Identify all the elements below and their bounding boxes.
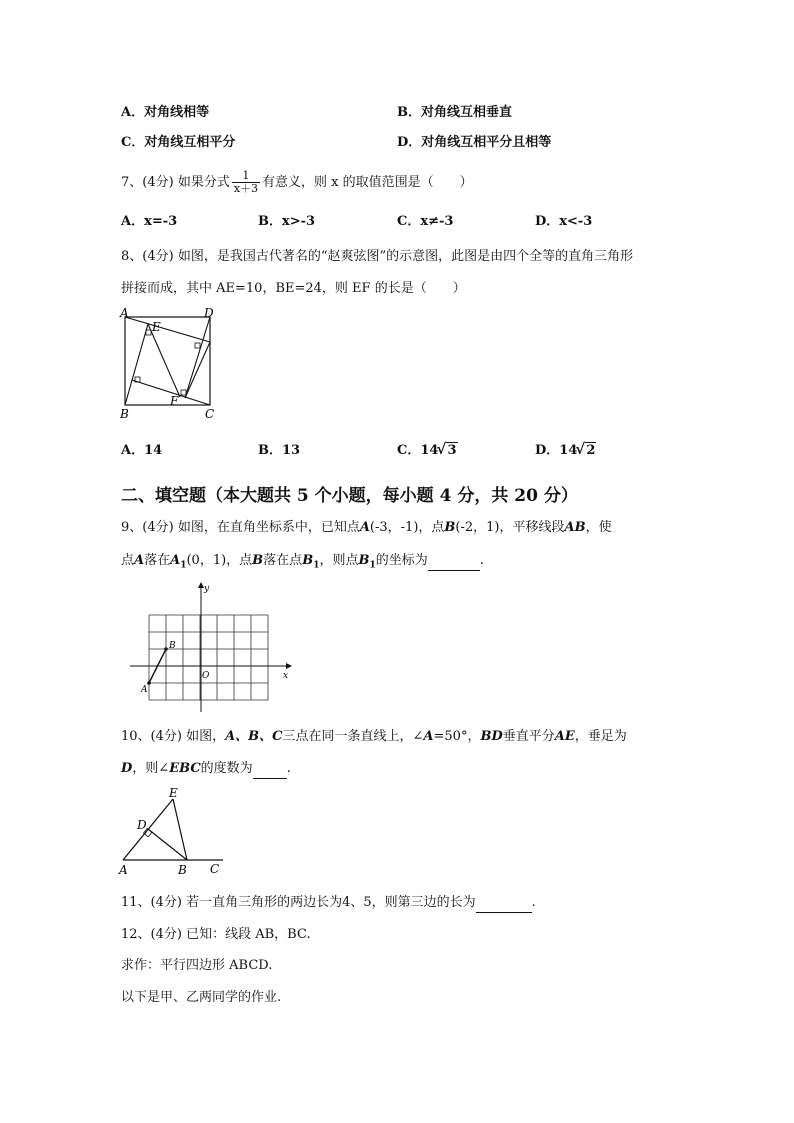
right-angle-mark-e [146,330,151,335]
q7-stem-post: 有意义，则 x 的取值范围是（ ） [262,175,473,190]
grid-label-b: B [169,641,176,651]
q8-option-d-sqrt [577,442,596,460]
q9-l2-point-b1: B [302,553,314,568]
q10-l1-g: 垂直平分 [502,729,555,744]
q8-option-d-coef: D．14 [535,443,578,458]
coordinate-grid [128,582,298,717]
q10-l1-i: ，垂足为 [574,729,627,744]
q7-fraction-numerator: 1 [232,170,260,183]
point-a [147,681,151,685]
q9-answer-blank [428,552,480,571]
q7-option-b: B．x>-3 [258,214,316,229]
q7-option-d: D．x<-3 [535,214,593,229]
label-d: D [137,818,147,832]
label-d: D [204,306,214,320]
q6-option-a: A．对角线相等 [121,105,210,120]
x-axis-label: x [283,671,289,681]
q12-line2: 求作：平行四边形 ABCD. [121,958,273,973]
q9-l2-point-b: B [252,553,264,568]
q8-option-c-sqrt [438,442,457,460]
q11-answer-blank [476,894,532,913]
q7-stem-pre: 7、(4分) 如果分式 [121,175,230,190]
label-a: A [120,306,129,320]
label-c: C [210,862,220,876]
q7-option-c: C．x≠-3 [397,214,454,229]
grid-lines [149,615,268,700]
y-axis-label: y [204,584,210,594]
line-ef [148,324,180,397]
q10-l1-points: A、B、C [225,729,283,744]
q6-option-b: B．对角线互相垂直 [397,105,512,120]
q10-l1-e: =50°， [433,729,481,744]
q7-fraction-denominator: x＋3 [233,182,259,195]
q8-line2: 拼接而成，其中 AE=10，BE=24，则 EF 的长是（ ） [121,281,466,296]
right-angle-mark-f [181,390,186,395]
label-c: C [205,407,215,421]
q9-l2-sub-1c: 1 [369,560,376,571]
q12-line1: 12、(4分) 已知：线段 AB，BC. [121,927,311,942]
q11-text: 11、(4分) 若一直角三角形的两边长为4、5，则第三边的长为 [121,895,476,910]
q8-option-a: A．14 [121,443,163,458]
q9-l2-f: 的坐标为 [375,553,428,568]
q10-l2-d-text: 的度数为 [200,761,253,776]
q7-option-a: A．x=-3 [121,214,178,229]
label-e: E [169,786,178,800]
q9-l2-d: 落在点 [263,553,303,568]
q11-line [121,894,536,913]
q9-line2 [121,552,484,575]
q9-l2-end: . [479,553,484,568]
q7-stem [121,170,473,195]
q11-end: . [531,895,536,910]
q8-option-b: B．13 [258,443,301,458]
line-a-to-d-side [125,317,210,342]
q8-option-c [397,442,458,460]
q9-l2-a: 点 [121,553,135,568]
q9-l2-sub-1: 1 [180,560,187,571]
q9-l2-e: ，则点 [319,553,359,568]
q8-line1: 8、(4分) 如图，是我国古代著名的“赵爽弦图”的示意图，此图是由四个全等的直角三角形 [121,249,634,264]
q9-l2-point-a1: A [170,553,181,568]
label-a: A [119,863,128,877]
q9-l2-b: 落在 [144,553,171,568]
q10-line1 [121,728,627,746]
line-e-to-b [125,324,148,405]
line-d-to-f [185,317,210,398]
q6-option-c: C．对角线互相平分 [121,135,236,150]
label-b: B [120,407,129,421]
q8-option-c-radicand: 3 [447,443,457,458]
inner-side [185,342,210,398]
label-f: F [170,394,179,408]
origin-label: O [202,671,210,681]
q10-l1-ae: AE [554,729,575,744]
q8-option-d-radicand: 2 [586,443,596,458]
label-b: B [178,863,187,877]
q10-l2-end: . [286,761,291,776]
q10-l1-c: 三点在同一条直线上，∠ [282,729,424,744]
section-2-title: 二、填空题（本大题共 5 个小题，每小题 4 分，共 20 分） [121,486,578,506]
q9-l2-point-b1-2: B [358,553,370,568]
q9-l1-d: ，使 [585,520,612,535]
q12-line3: 以下是甲、乙两同学的作业. [121,990,282,1005]
label-e: E [152,320,161,334]
q8-option-d [535,442,596,460]
q6-option-d: D．对角线互相平分且相等 [397,135,552,150]
point-b [164,647,168,651]
right-angle-mark-d [195,343,200,348]
q10-l1-angle-a: A [423,729,434,744]
q10-line2 [121,760,291,779]
q9-l1-point-b: B [444,520,456,535]
zhao-shuang-diagram [115,305,225,425]
x-axis-arrow [286,663,292,669]
q7-fraction [232,170,260,195]
q10-l2-ebc: EBC [169,761,201,776]
q9-l1-b: (-3，-1)，点 [369,520,445,535]
q9-l1-point-a: A [359,520,370,535]
q9-l1-segment-ab: AB [564,520,586,535]
q9-l2-point-a: A [134,553,145,568]
triangle-diagram [115,785,235,880]
q10-answer-blank [253,760,287,779]
q9-l1-c: (-2，1)，平移线段 [455,520,565,535]
q9-l2-c: (0，1)，点 [186,553,253,568]
q10-l1-a: 10、(4分) 如图， [121,729,226,744]
q9-l2-sub-1b: 1 [313,560,320,571]
q10-l1-bd: BD [480,729,503,744]
q10-l2-d: D [121,761,133,776]
q9-l1-a: 9、(4分) 如图，在直角坐标系中，已知点 [121,520,360,535]
grid-label-a: A [141,685,148,695]
q8-option-c-coef: C．14 [397,443,439,458]
q10-l2-b: ，则∠ [132,761,170,776]
q9-line1 [121,519,612,537]
